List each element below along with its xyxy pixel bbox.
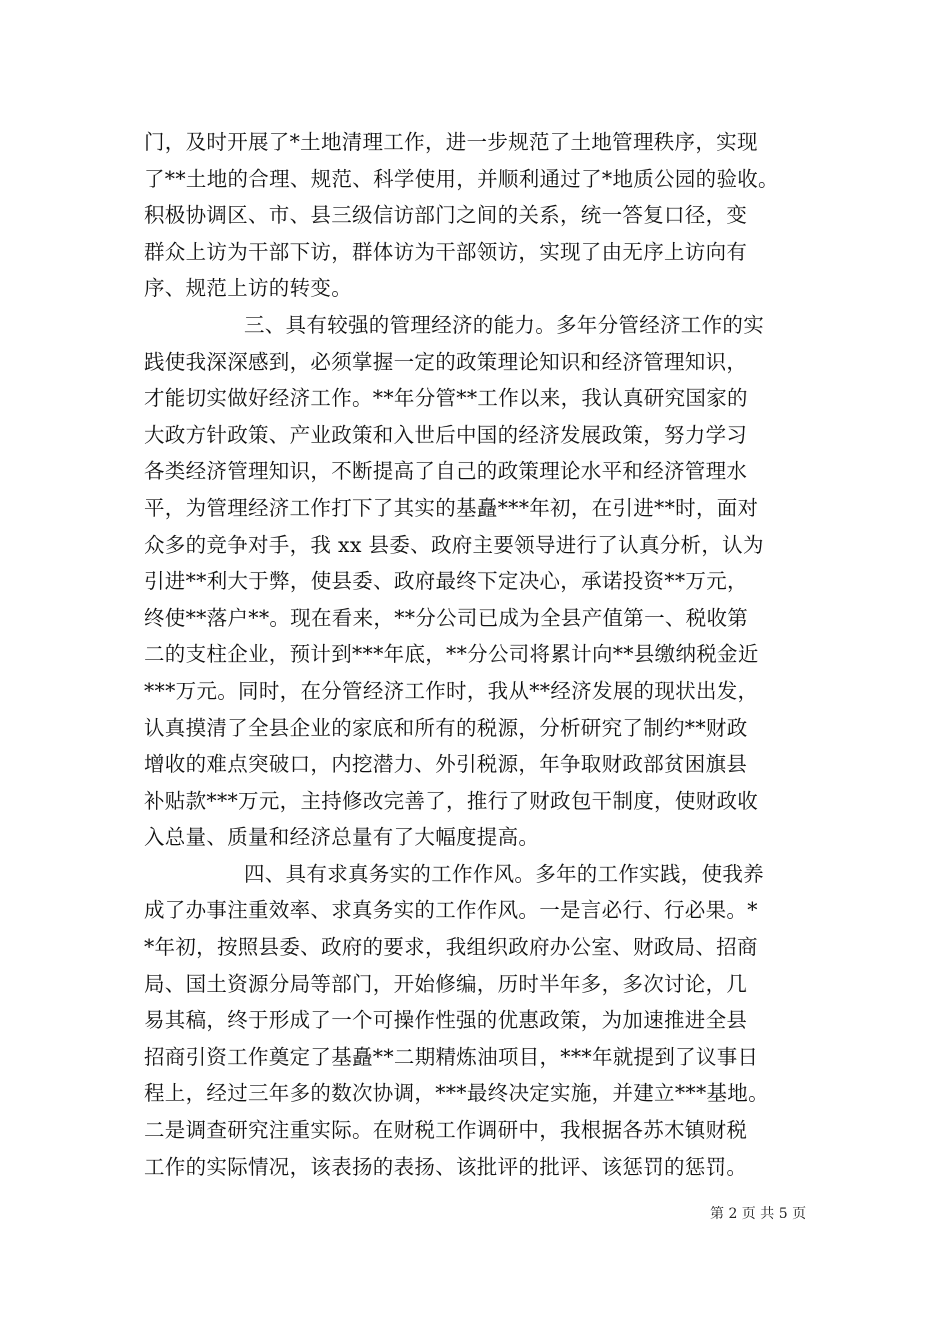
text-line: 群众上访为干部下访，群体访为干部领访，实现了由无序上访向有 <box>144 239 748 264</box>
text-line: 易其稿，终于形成了一个可操作性强的优惠政策，为加速推进全县 <box>144 1008 748 1033</box>
text-line: 补贴款***万元，主持修改完善了，推行了财政包干制度，使财政收 <box>144 788 759 813</box>
text-line: ***万元。同时，在分管经济工作时，我从**经济发展的现状出发， <box>144 678 759 703</box>
text-line: 了**土地的合理、规范、科学使用，并顺利通过了*地质公园的验收。 <box>144 166 779 191</box>
text-line: 成了办事注重效率、求真务实的工作作风。一是言必行、行必果。* <box>144 898 758 923</box>
text-line: 增收的难点突破口，内挖潜力、外引税源，年争取财政部贫困旗县 <box>144 752 748 777</box>
text-line: 门，及时开展了*土地清理工作，进一步规范了土地管理秩序，实现 <box>144 130 758 154</box>
document-body <box>144 124 814 1185</box>
text-line: 招商引资工作奠定了基矗**二期精炼油项目，***年就提到了议事日 <box>144 1044 759 1069</box>
text-line: 认真摸清了全县企业的家底和所有的税源，分析研究了制约**财政 <box>144 715 748 740</box>
text-line: 程上，经过三年多的数次协调，***最终决定实施，并建立***基地。 <box>144 1081 769 1106</box>
text-line: 局、国土资源分局等部门，开始修编，历时半年多，多次讨论，几 <box>144 971 748 996</box>
text-line: 入总量、质量和经济总量有了大幅度提高。 <box>144 825 540 850</box>
text-line: 二是调查研究注重实际。在财税工作调研中，我根据各苏木镇财税 <box>144 1118 748 1143</box>
text-line: 二的支柱企业，预计到***年底，**分公司将累计向**县缴纳税金近 <box>144 642 759 667</box>
text-line: 众多的竞争对手，我 xx 县委、政府主要领导进行了认真分析，认为 <box>144 532 764 557</box>
text-line: 引进**利大于弊，使县委、政府最终下定决心，承诺投资**万元， <box>144 569 748 594</box>
text-line: 积极协调区、市、县三级信访部门之间的关系，统一答复口径，变 <box>144 203 748 228</box>
text-line: 工作的实际情况，该表扬的表扬、该批评的批评、该惩罚的惩罚。 <box>144 1154 748 1179</box>
text-line: 平，为管理经济工作打下了其实的基矗***年初，在引进**时，面对 <box>144 495 759 520</box>
text-line: 大政方针政策、产业政策和入世后中国的经济发展政策，努力学习 <box>144 422 748 447</box>
text-line: 才能切实做好经济工作。**年分管**工作以来，我认真研究国家的 <box>144 386 748 411</box>
section-heading-line: 三、具有较强的管理经济的能力。多年分管经济工作的实 <box>244 312 764 337</box>
text-line: 践使我深深感到，必须掌握一定的政策理论知识和经济管理知识， <box>144 349 748 374</box>
text-line: 终使**落户**。现在看来，**分公司已成为全县产值第一、税收第 <box>144 605 749 630</box>
page-number-footer: 第 2 页 共 5 页 <box>710 1206 807 1222</box>
text-line: 各类经济管理知识，不断提高了自己的政策理论水平和经济管理水 <box>144 459 748 484</box>
text-line: *年初，按照县委、政府的要求，我组织政府办公室、财政局、招商 <box>144 935 758 960</box>
section-heading-line: 四、具有求真务实的工作作风。多年的工作实践，使我养 <box>244 861 764 886</box>
text-line: 序、规范上访的转变。 <box>144 276 352 301</box>
